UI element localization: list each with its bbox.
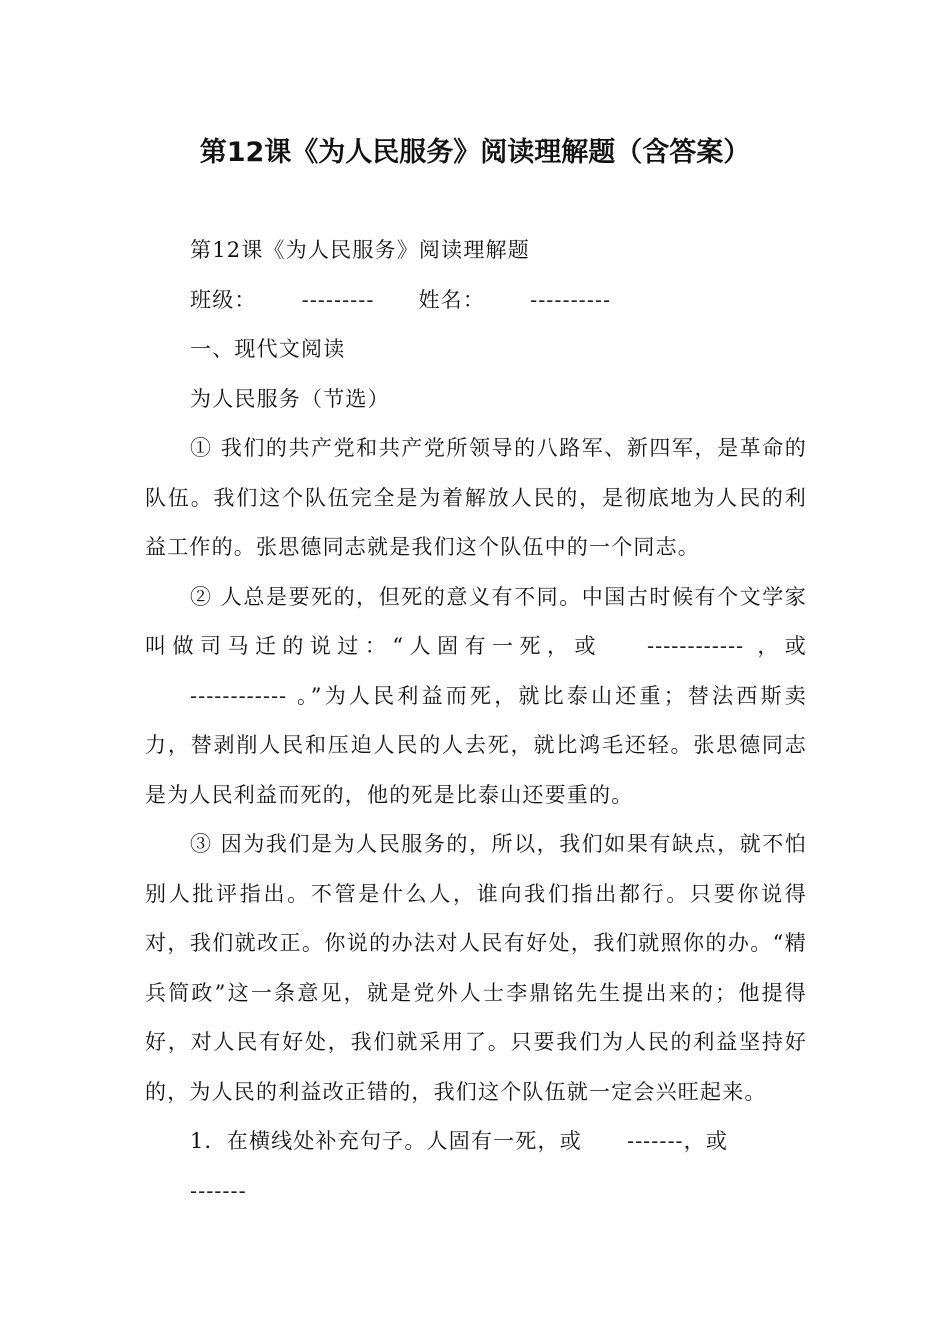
section-heading: 一、现代文阅读 <box>190 337 346 361</box>
question-1-blank-1: ------- <box>626 1129 684 1153</box>
paragraph-2-part-c: 。”为人民利益而死，就比泰山还重；替法西斯卖力，替剥削人民和压迫人民的人去死，就比鸿毛还轻。张思德同志是为人民利益而死的，他的死是比泰山还要重的。 <box>145 683 807 807</box>
name-label: 姓名： <box>418 287 486 312</box>
paragraph-1: ① 我们的共产党和共产党所领导的八路军、新四军，是革命的队伍。我们这个队伍完全是为着解放人民的，是彻底地为人民的利益工作的。张思德同志就是我们这个队伍中的一个同志。 <box>145 436 807 559</box>
paragraph-2-blank-2: ------------ <box>190 683 288 708</box>
paragraph-3: ③ 因为我们是为人民服务的，所以，我们如果有缺点，就不怕别人批评指出。不管是什么人，谁向我们指出都行。只要你说得对，我们就改正。你说的办法对人民有好处，我们就照你的办。“精兵简政”这一条意见，就是党外人士李鼎铭先生提出来的；他提得好，对人民有好处，我们就采用了。只要我们为人民的利益坚持好的，为人民的利益改正错的，我们这个队伍就一定会兴旺起来。 <box>145 832 807 1104</box>
paragraph-2-part-b: ，或 <box>744 634 808 658</box>
class-label: 班级： <box>190 287 257 312</box>
passage-title: 为人民服务（节选） <box>190 386 390 411</box>
question-1 <box>145 1117 807 1216</box>
paragraph-2-blank-1: ------------ <box>647 634 745 658</box>
worksheet-subtitle: 第12课《为人民服务》阅读理解题 <box>190 238 530 262</box>
student-info-line <box>145 276 807 326</box>
question-1-text-b: ，或 <box>683 1129 729 1153</box>
paragraph-2 <box>145 573 807 821</box>
class-blank: --------- <box>301 287 375 312</box>
question-1-blank-2: ------- <box>190 1178 247 1203</box>
question-1-text-a: 1．在横线处补充句子。人固有一死，或 <box>190 1129 582 1153</box>
paragraph-2-part-a: ② 人总是要死的，但死的意义有不同。中国古时候有个文学家叫做司马迁的说过：“人固有一死，或 <box>145 584 807 658</box>
document-body <box>145 226 807 1216</box>
document-title: 第12课《为人民服务》阅读理解题（含答案） <box>199 137 751 168</box>
name-blank: ---------- <box>530 287 612 312</box>
